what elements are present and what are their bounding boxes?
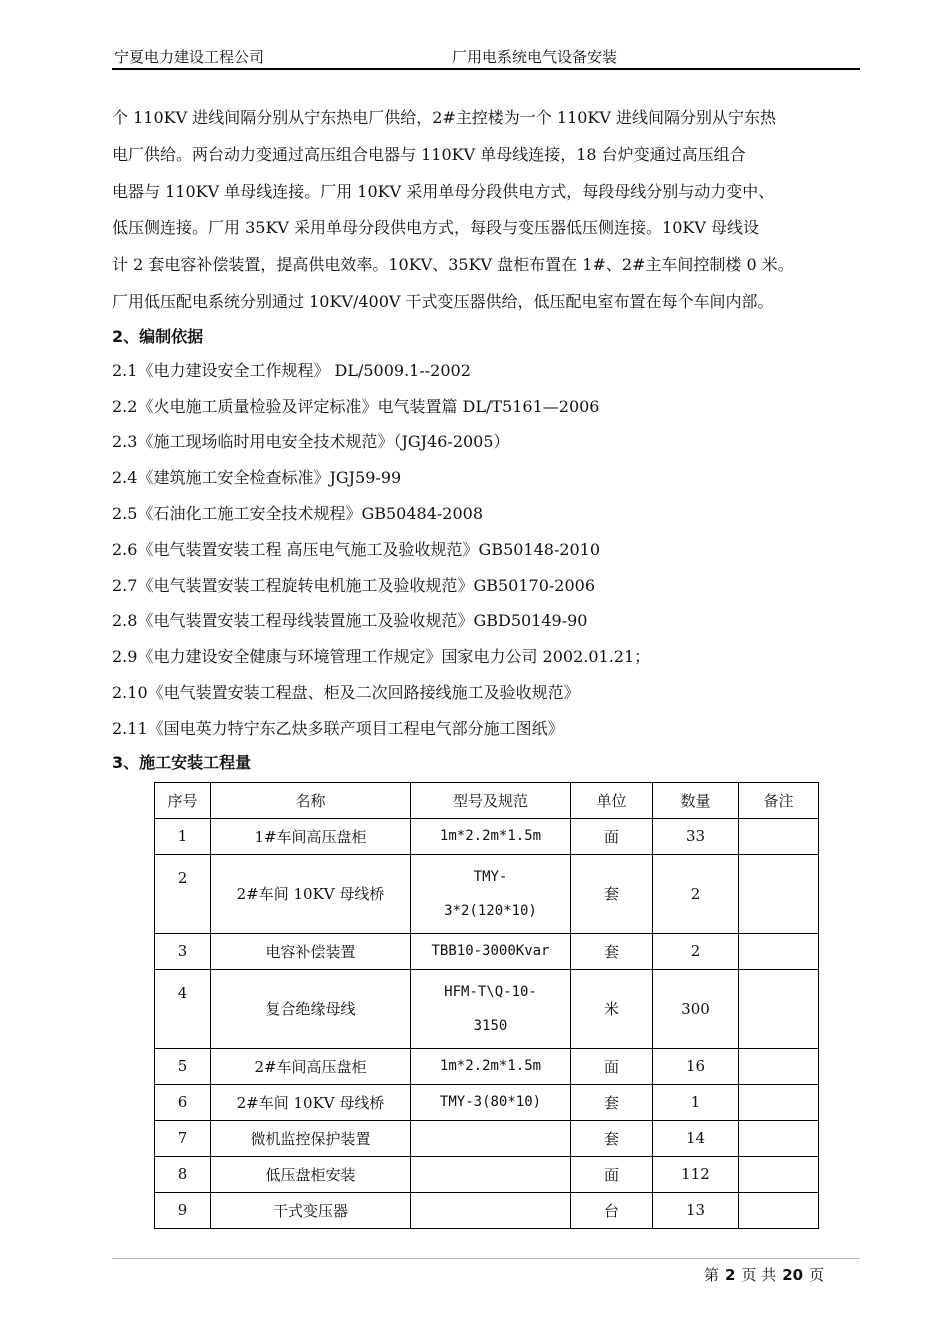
cell-spec <box>411 1156 571 1192</box>
reference-item: 2.6《电气装置安装工程 高压电气施工及验收规范》GB50148-2010 <box>112 539 601 559</box>
reference-list <box>112 353 864 747</box>
cell-unit: 套 <box>571 1120 653 1156</box>
page-body <box>112 100 864 1229</box>
cell-seq: 6 <box>155 1084 211 1120</box>
cell-qty: 1 <box>653 1084 739 1120</box>
cell-seq: 3 <box>155 933 211 969</box>
cell-name: 2#车间高压盘柜 <box>211 1048 411 1084</box>
table-row <box>155 1048 819 1084</box>
cell-spec <box>411 1120 571 1156</box>
cell-unit: 米 <box>571 969 653 1048</box>
cell-seq: 7 <box>155 1120 211 1156</box>
cell-unit: 套 <box>571 1084 653 1120</box>
intro-paragraph <box>112 100 864 321</box>
cell-note <box>739 969 819 1048</box>
cell-seq: 4 <box>155 969 211 1048</box>
cell-qty: 13 <box>653 1192 739 1228</box>
cell-name: 1#车间高压盘柜 <box>211 818 411 854</box>
section-3-heading: 3、施工安装工程量 <box>112 752 252 772</box>
page-header <box>112 40 860 70</box>
cell-spec <box>411 1084 571 1120</box>
cell-seq: 5 <box>155 1048 211 1084</box>
cell-spec <box>411 969 571 1048</box>
page-number: 2 <box>725 1266 736 1284</box>
page-total: 20 <box>782 1266 804 1284</box>
cell-spec <box>411 854 571 933</box>
cell-name: 微机监控保护装置 <box>211 1120 411 1156</box>
reference-item: 2.9《电力建设安全健康与环境管理工作规定》国家电力公司 2002.01.21； <box>112 647 651 667</box>
page-footer <box>704 1264 824 1285</box>
reference-item: 2.10《电气装置安装工程盘、柜及二次回路接线施工及验收规范》 <box>112 682 580 702</box>
reference-item: 2.4《建筑施工安全检查标准》JGJ59-99 <box>112 468 402 488</box>
table-row <box>155 1084 819 1120</box>
spec-line: 3*2(120*10) <box>444 902 537 919</box>
reference-item: 2.3《施工现场临时用电安全技术规范》（JGJ46-2005） <box>112 432 510 452</box>
spec-line: HFM-T\Q-10- <box>444 983 537 1000</box>
reference-item: 2.8《电气装置安装工程母线装置施工及验收规范》GBD50149-90 <box>112 611 588 631</box>
cell-qty: 33 <box>653 818 739 854</box>
spec-line: 1m*2.2m*1.5m <box>439 828 542 845</box>
cell-note <box>739 854 819 933</box>
footer-prefix: 第 <box>704 1266 720 1284</box>
cell-qty: 300 <box>653 969 739 1048</box>
cell-note <box>739 1048 819 1084</box>
cell-note <box>739 933 819 969</box>
header-doc-title: 厂用电系统电气设备安装 <box>452 48 618 66</box>
table-row <box>155 933 819 969</box>
spec-line: TBB10-3000Kvar <box>431 943 550 960</box>
reference-item: 2.11《国电英力特宁东乙炔多联产项目工程电气部分施工图纸》 <box>112 718 564 738</box>
table-row <box>155 854 819 933</box>
cell-name: 干式变压器 <box>211 1192 411 1228</box>
cell-spec <box>411 933 571 969</box>
column-header: 序号 <box>155 782 211 818</box>
header-company: 宁夏电力建设工程公司 <box>114 48 265 66</box>
cell-unit: 面 <box>571 818 653 854</box>
cell-unit: 台 <box>571 1192 653 1228</box>
cell-spec <box>411 1048 571 1084</box>
cell-qty: 2 <box>653 854 739 933</box>
cell-name: 2#车间 10KV 母线桥 <box>211 854 411 933</box>
column-header: 型号及规范 <box>411 782 571 818</box>
footer-middle: 页 共 <box>741 1266 777 1284</box>
reference-item: 2.1《电力建设安全工作规程》 DL/5009.1--2002 <box>112 360 471 380</box>
cell-qty: 16 <box>653 1048 739 1084</box>
cell-qty: 112 <box>653 1156 739 1192</box>
intro-line: 计 2 套电容补偿装置，提高供电效率。10KV、35KV 盘柜布置在 1#、2#主车间控制楼 0 米。 <box>112 255 794 275</box>
intro-line: 个 110KV 进线间隔分别从宁东热电厂供给，2#主控楼为一个 110KV 进线间隔分别从宁东热 <box>112 108 777 127</box>
cell-unit: 套 <box>571 854 653 933</box>
spec-line: TMY- <box>473 868 508 885</box>
intro-line: 电厂供给。两台动力变通过高压组合电器与 110KV 单母线连接，18 台炉变通过高压组合 <box>112 144 746 164</box>
cell-note <box>739 1192 819 1228</box>
quantity-table <box>154 782 819 1229</box>
cell-name: 低压盘柜安装 <box>211 1156 411 1192</box>
table-row <box>155 969 819 1048</box>
cell-unit: 套 <box>571 933 653 969</box>
cell-unit: 面 <box>571 1156 653 1192</box>
cell-name: 2#车间 10KV 母线桥 <box>211 1084 411 1120</box>
table-row <box>155 818 819 854</box>
cell-seq: 9 <box>155 1192 211 1228</box>
cell-seq: 8 <box>155 1156 211 1192</box>
intro-line: 电器与 110KV 单母线连接。厂用 10KV 采用单母分段供电方式，每段母线分别与动力变中、 <box>112 181 775 201</box>
cell-note <box>739 1156 819 1192</box>
column-header: 名称 <box>211 782 411 818</box>
table-row <box>155 1156 819 1192</box>
cell-name: 电容补偿装置 <box>211 933 411 969</box>
cell-spec <box>411 1192 571 1228</box>
footer-divider <box>112 1258 860 1259</box>
cell-seq: 1 <box>155 818 211 854</box>
table-body <box>155 818 819 1228</box>
cell-unit: 面 <box>571 1048 653 1084</box>
spec-line: TMY-3(80*10) <box>439 1094 542 1111</box>
table-header-row <box>155 782 819 818</box>
intro-line: 低压侧连接。厂用 35KV 采用单母分段供电方式，每段与变压器低压侧连接。10KV 母线设 <box>112 218 759 238</box>
column-header: 数量 <box>653 782 739 818</box>
footer-suffix: 页 <box>809 1266 825 1284</box>
cell-name: 复合绝缘母线 <box>211 969 411 1048</box>
spec-line: 1m*2.2m*1.5m <box>439 1058 542 1075</box>
cell-qty: 2 <box>653 933 739 969</box>
reference-item: 2.7《电气装置安装工程旋转电机施工及验收规范》GB50170-2006 <box>112 575 596 595</box>
cell-spec <box>411 818 571 854</box>
table-row <box>155 1192 819 1228</box>
section-2-heading: 2、编制依据 <box>112 326 204 346</box>
reference-item: 2.5《石油化工施工安全技术规程》GB50484-2008 <box>112 503 484 523</box>
column-header: 单位 <box>571 782 653 818</box>
column-header: 备注 <box>739 782 819 818</box>
spec-line: 3150 <box>473 1017 508 1034</box>
table-row <box>155 1120 819 1156</box>
cell-note <box>739 1084 819 1120</box>
intro-line: 厂用低压配电系统分别通过 10KV/400V 干式变压器供给，低压配电室布置在每个车间内部。 <box>112 291 774 311</box>
cell-note <box>739 1120 819 1156</box>
cell-seq: 2 <box>155 854 211 933</box>
cell-qty: 14 <box>653 1120 739 1156</box>
reference-item: 2.2《火电施工质量检验及评定标准》电气装置篇 DL/T5161—2006 <box>112 396 600 416</box>
cell-note <box>739 818 819 854</box>
